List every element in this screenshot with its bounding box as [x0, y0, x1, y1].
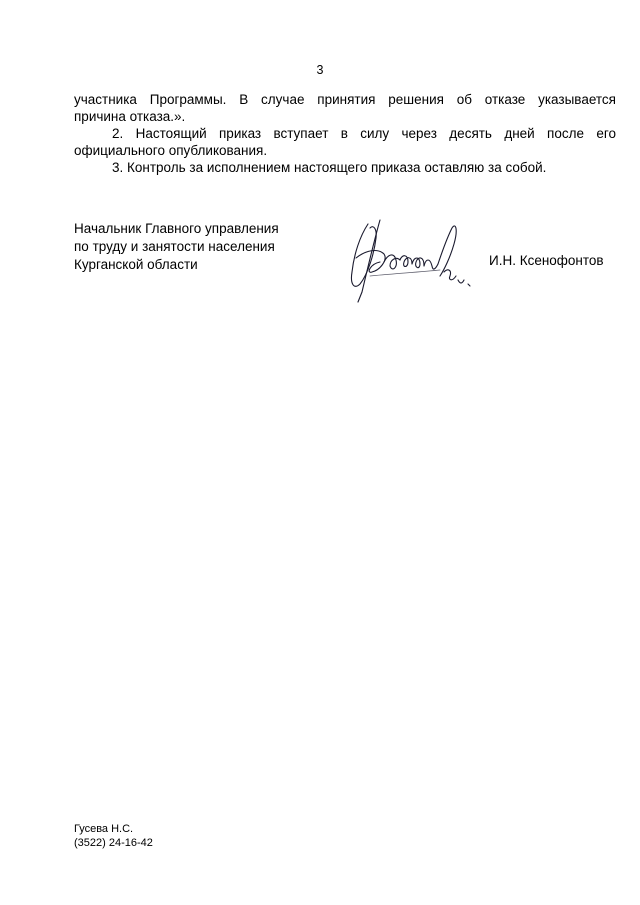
text-line: 2. Настоящий приказ вступает в силу через десять дней после его: [112, 126, 616, 141]
executor-name: Гусева Н.С.: [74, 823, 134, 835]
position-line: Начальник Главного управления: [74, 221, 279, 236]
text-line: участника Программы. В случае принятия решения об отказе указывается: [74, 92, 616, 107]
handwritten-signature: [340, 214, 480, 306]
position-line: Курганской области: [74, 257, 198, 272]
executor-info: [74, 822, 153, 850]
document-body: [74, 91, 616, 176]
paragraph-item-3: [74, 159, 616, 176]
paragraph-item-2: [74, 125, 616, 159]
text-line: 3. Контроль за исполнением настоящего приказа оставляю за собой.: [112, 160, 547, 175]
text-line: причина отказа.».: [74, 109, 186, 124]
position-line: по труду и занятости населения: [74, 239, 275, 254]
signatory-position: [74, 220, 304, 274]
paragraph-continuation: [74, 91, 616, 125]
text-line: официального опубликования.: [74, 143, 268, 158]
signatory-name: И.Н. Ксенофонтов: [489, 253, 604, 268]
executor-phone: (3522) 24-16-42: [74, 837, 153, 849]
page-number: 3: [316, 63, 324, 77]
